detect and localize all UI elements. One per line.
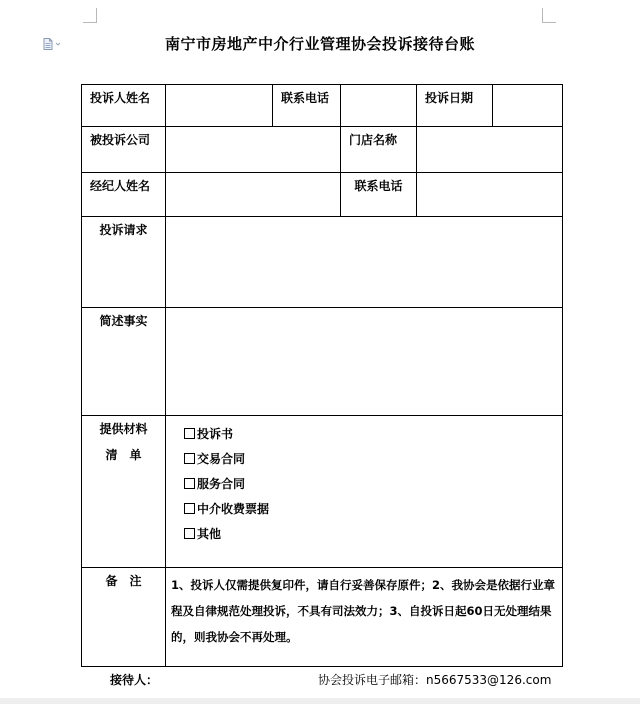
agent-phone-label: 联系电话 [341, 173, 417, 217]
complaint-date-label: 投诉日期 [417, 85, 493, 127]
complained-company-label: 被投诉公司 [82, 127, 166, 173]
remarks-label: 备 注 [82, 568, 166, 667]
page-corner-mark-top-right [542, 8, 556, 23]
material-item-label: 服务合同 [197, 476, 246, 491]
remarks-text: 1、投诉人仅需提供复印件，请自行妥善保存原件；2、我协会是依据行业章程及自律规范处理投诉，不具有司法效力；3、自投诉日起60日无处理结果的，则我协会不再处理。 [166, 568, 563, 667]
page-title: 南宁市房地产中介行业管理协会投诉接待台账 [164, 35, 475, 53]
complainant-name-label: 投诉人姓名 [82, 85, 166, 127]
brief-facts-field[interactable] [166, 308, 563, 416]
material-item[interactable] [184, 496, 562, 521]
material-item-label: 中介收费票据 [197, 501, 270, 516]
checkbox-icon[interactable] [184, 428, 195, 439]
complaint-request-field[interactable] [166, 217, 563, 308]
material-item-label: 其他 [197, 526, 222, 541]
bottom-scroll-strip [0, 698, 640, 704]
page-corner-mark-top-left [83, 8, 97, 23]
materials-label-line1: 提供材料 [99, 422, 148, 436]
agent-name-label: 经纪人姓名 [82, 173, 166, 217]
material-item[interactable] [184, 471, 562, 496]
agent-name-field[interactable] [166, 173, 341, 217]
complainant-name-field[interactable] [166, 85, 273, 127]
complaint-form-table [81, 84, 563, 667]
materials-checklist [166, 416, 563, 568]
materials-label-line2: 清 单 [105, 448, 142, 462]
contact-phone-label: 联系电话 [273, 85, 341, 127]
material-item-label: 投诉书 [197, 426, 234, 441]
checkbox-icon[interactable] [184, 478, 195, 489]
store-name-field[interactable] [417, 127, 563, 173]
complaint-date-field[interactable] [493, 85, 563, 127]
materials-label [82, 416, 166, 568]
agent-phone-field[interactable] [417, 173, 563, 217]
material-item[interactable] [184, 446, 562, 471]
checkbox-icon[interactable] [184, 503, 195, 514]
checkbox-icon[interactable] [184, 453, 195, 464]
complaint-request-label: 投诉请求 [82, 217, 166, 308]
checkbox-icon[interactable] [184, 528, 195, 539]
brief-facts-label: 简述事实 [82, 308, 166, 416]
material-item[interactable] [184, 521, 562, 546]
store-name-label: 门店名称 [341, 127, 417, 173]
material-item-label: 交易合同 [197, 451, 246, 466]
contact-phone-field[interactable] [341, 85, 417, 127]
complaint-email: 协会投诉电子邮箱：n5667533@126.com [318, 673, 552, 687]
material-item[interactable] [184, 421, 562, 446]
complained-company-field[interactable] [166, 127, 341, 173]
receiver-label: 接待人： [110, 673, 159, 687]
